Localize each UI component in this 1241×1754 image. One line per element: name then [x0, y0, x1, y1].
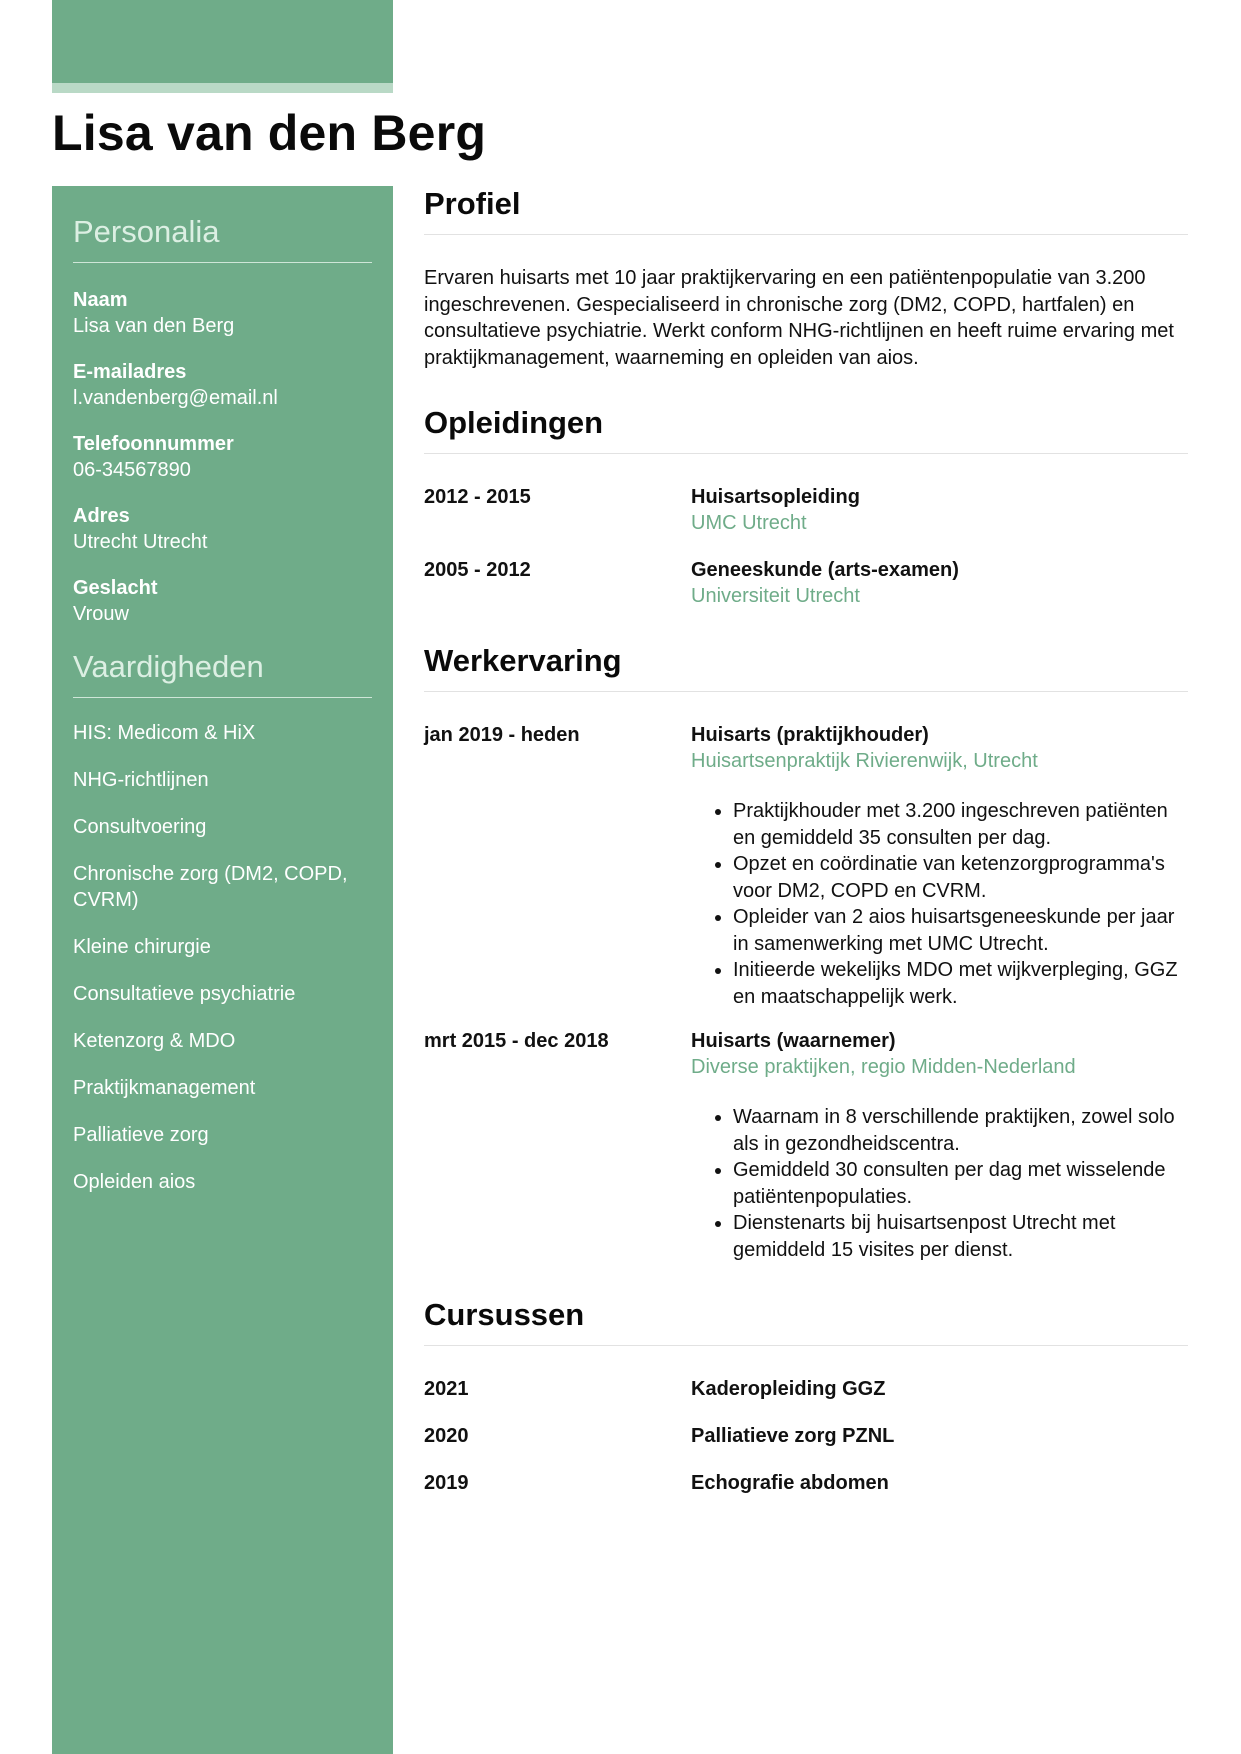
- skill-item: Chronische zorg (DM2, COPD, CVRM): [73, 863, 348, 911]
- course-year: 2020: [424, 1425, 469, 1447]
- course-entry: [424, 1470, 1188, 1496]
- course-year: 2021: [424, 1378, 469, 1400]
- work-bullets: [691, 1104, 1188, 1263]
- course-title: Echografie abdomen: [691, 1472, 889, 1494]
- personal-value: Lisa van den Berg: [73, 315, 235, 337]
- skills-list: [73, 720, 372, 1195]
- course-title: Kaderopleiding GGZ: [691, 1378, 886, 1400]
- skill-item: NHG-richtlijnen: [73, 769, 209, 791]
- education-section: [424, 405, 1188, 609]
- skill-item: Consultatieve psychiatrie: [73, 983, 296, 1005]
- personal-value: Vrouw: [73, 603, 129, 625]
- work-title: Huisarts (praktijkhouder): [691, 724, 929, 746]
- education-period: 2005 - 2012: [424, 559, 531, 581]
- personal-label: Naam: [73, 289, 128, 311]
- work-bullet: • Dienstenarts bij huisartsenpost Utrecht met gemiddeld 15 visites per dienst.: [733, 1210, 1188, 1263]
- header-accent-strip: [52, 83, 393, 93]
- work-period: jan 2019 - heden: [424, 724, 580, 746]
- skill-item: Opleiden aios: [73, 1171, 196, 1193]
- education-heading: Opleidingen: [424, 405, 1188, 454]
- work-bullet: • Gemiddeld 30 consulten per dag met wisselende patiëntenpopulaties.: [733, 1157, 1188, 1210]
- course-year: 2019: [424, 1472, 469, 1494]
- education-institution: Universiteit Utrecht: [691, 585, 860, 607]
- work-employer: Huisartsenpraktijk Rivierenwijk, Utrecht: [691, 750, 1038, 772]
- personal-value: l.vandenberg@email.nl: [73, 387, 278, 409]
- skill-item: Palliatieve zorg: [73, 1124, 209, 1146]
- work-bullet: • Waarnam in 8 verschillende praktijken, zowel solo als in gezondheidscentra.: [733, 1104, 1188, 1157]
- personal-address: [73, 503, 372, 555]
- education-period: 2012 - 2015: [424, 486, 531, 508]
- work-section: [424, 643, 1188, 1263]
- education-entry: [424, 557, 1188, 609]
- work-info: [691, 1028, 1188, 1263]
- work-entry: [424, 1028, 1188, 1263]
- profile-heading: Profiel: [424, 186, 1188, 235]
- education-info: [691, 484, 1188, 536]
- course-entry: [424, 1423, 1188, 1449]
- education-title: Huisartsopleiding: [691, 486, 860, 508]
- personal-name: [73, 287, 372, 339]
- work-title: Huisarts (waarnemer): [691, 1030, 896, 1052]
- profile-section: [424, 186, 1188, 371]
- profile-text: Ervaren huisarts met 10 jaar praktijkervaring en een patiëntenpopulatie van 3.200 ingeschrevenen. Gespecialiseerd in chronische zorg (DM2, COPD, hartfalen) en consultatieve psychiatrie. Werkt conform NHG-richtlijnen en heeft ruime ervaring met praktijkmanagement, waarneming en opleiden van aios.: [424, 267, 1174, 369]
- skill-item: Ketenzorg & MDO: [73, 1030, 236, 1052]
- personal-value: 06-34567890: [73, 459, 191, 481]
- work-bullet: • Initieerde wekelijks MDO met wijkverpleging, GGZ en maatschappelijk werk.: [733, 957, 1188, 1010]
- work-entry: [424, 722, 1188, 1010]
- header-color-block: [52, 0, 393, 83]
- personal-email: [73, 359, 372, 411]
- personal-label: Geslacht: [73, 577, 158, 599]
- work-bullets: [691, 798, 1188, 1010]
- work-employer: Diverse praktijken, regio Midden-Nederland: [691, 1056, 1076, 1078]
- education-info: [691, 557, 1188, 609]
- personal-phone: [73, 431, 372, 483]
- skill-item: Consultvoering: [73, 816, 207, 838]
- courses-section: [424, 1297, 1188, 1496]
- personal-value: Utrecht Utrecht: [73, 531, 208, 553]
- skill-item: Kleine chirurgie: [73, 936, 211, 958]
- sidebar: [52, 186, 393, 1754]
- work-heading: Werkervaring: [424, 643, 1188, 692]
- main-content: [424, 186, 1188, 1496]
- work-bullet: • Opleider van 2 aios huisartsgeneeskunde per jaar in samenwerking met UMC Utrecht.: [733, 904, 1188, 957]
- work-info: [691, 722, 1188, 1010]
- education-title: Geneeskunde (arts-examen): [691, 559, 959, 581]
- personal-label: Telefoonnummer: [73, 433, 234, 455]
- skills-heading: Vaardigheden: [73, 649, 372, 698]
- work-period: mrt 2015 - dec 2018: [424, 1030, 609, 1052]
- course-title: Palliatieve zorg PZNL: [691, 1425, 895, 1447]
- course-entry: [424, 1376, 1188, 1402]
- candidate-name: Lisa van den Berg: [52, 105, 487, 161]
- personal-gender: [73, 575, 372, 627]
- courses-heading: Cursussen: [424, 1297, 1188, 1346]
- work-bullet: • Opzet en coördinatie van ketenzorgprogramma's voor DM2, COPD en CVRM.: [733, 851, 1188, 904]
- personal-heading: Personalia: [73, 214, 372, 263]
- education-institution: UMC Utrecht: [691, 512, 807, 534]
- work-bullet: • Praktijkhouder met 3.200 ingeschreven patiënten en gemiddeld 35 consulten per dag.: [733, 798, 1188, 851]
- education-entry: [424, 484, 1188, 536]
- skill-item: HIS: Medicom & HiX: [73, 722, 256, 744]
- personal-list: [73, 287, 372, 627]
- personal-label: E-mailadres: [73, 361, 187, 383]
- personal-label: Adres: [73, 505, 130, 527]
- skill-item: Praktijkmanagement: [73, 1077, 256, 1099]
